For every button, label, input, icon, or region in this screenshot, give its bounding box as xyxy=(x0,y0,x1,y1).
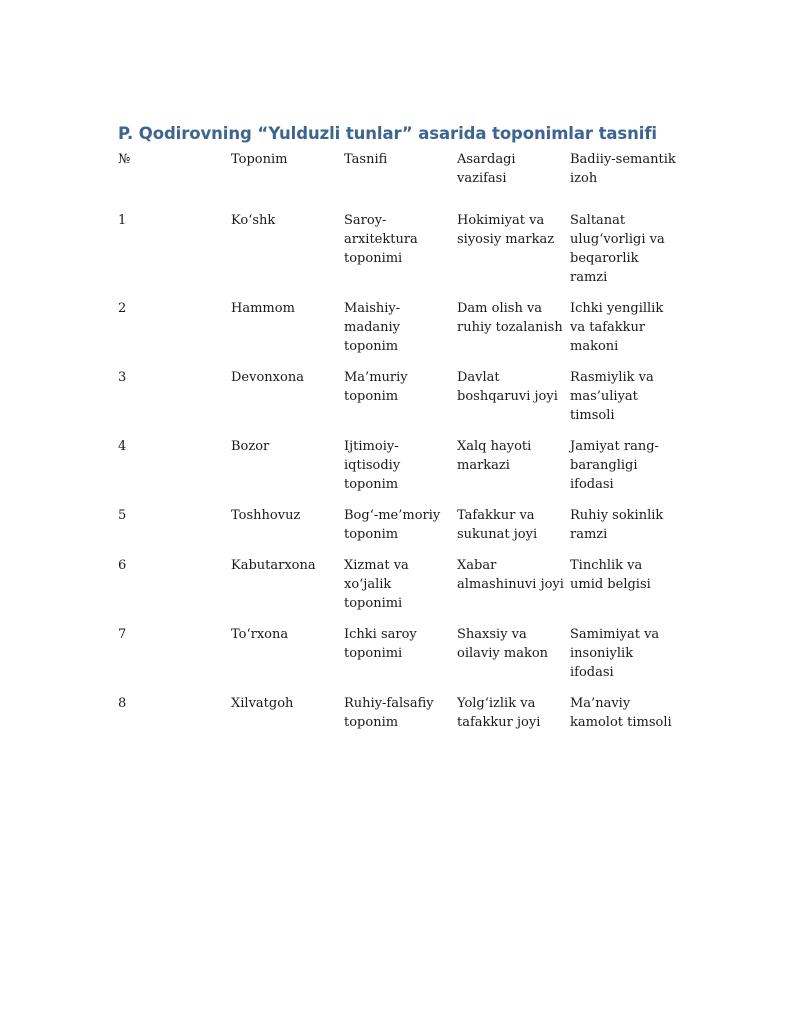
cell-number xyxy=(118,437,231,506)
table-header-row xyxy=(118,150,680,211)
table-row xyxy=(118,694,680,744)
cell-classification xyxy=(344,625,457,694)
cell-number xyxy=(118,368,231,437)
cell-semantic-note xyxy=(570,506,680,556)
cell-number xyxy=(118,556,231,625)
table-row xyxy=(118,625,680,694)
cell-classification-text: Ijtimoiy-iqtisodiy toponim xyxy=(344,439,401,492)
cell-number xyxy=(118,694,231,744)
cell-function xyxy=(457,368,570,437)
cell-function xyxy=(457,694,570,744)
cell-toponym xyxy=(231,625,344,694)
header-semantic-note-label: Badiiy-semantik izoh xyxy=(570,152,676,186)
cell-function-text: Davlat boshqaruvi joyi xyxy=(457,370,558,404)
cell-semantic-note-text: Ma’naviy kamolot timsoli xyxy=(570,696,672,730)
cell-toponym xyxy=(231,437,344,506)
cell-function-text: Xalq hayoti markazi xyxy=(457,439,532,473)
cell-toponym-text: Toshhovuz xyxy=(231,508,301,523)
cell-toponym xyxy=(231,556,344,625)
cell-function-text: Yolg‘izlik va tafakkur joyi xyxy=(457,696,541,730)
cell-classification-text: Maishiy-madaniy toponim xyxy=(344,301,401,354)
cell-classification-text: Ichki saroy toponimi xyxy=(344,627,417,661)
cell-semantic-note xyxy=(570,437,680,506)
cell-number-text: 3 xyxy=(118,370,127,385)
cell-number-text: 6 xyxy=(118,558,127,573)
cell-classification xyxy=(344,368,457,437)
header-toponym xyxy=(231,150,344,211)
cell-toponym-text: Hammom xyxy=(231,301,295,316)
cell-classification xyxy=(344,506,457,556)
cell-function xyxy=(457,299,570,368)
cell-semantic-note xyxy=(570,556,680,625)
cell-toponym-text: Bozor xyxy=(231,439,270,454)
cell-number xyxy=(118,211,231,299)
cell-classification-text: Saroy-arxitektura toponimi xyxy=(344,213,418,266)
cell-number xyxy=(118,506,231,556)
cell-semantic-note-text: Rasmiylik va mas’uliyat timsoli xyxy=(570,370,654,423)
cell-classification xyxy=(344,437,457,506)
cell-classification-text: Bog‘-me’moriy toponim xyxy=(344,508,441,542)
cell-function-text: Hokimiyat va siyosiy markaz xyxy=(457,213,555,247)
cell-classification xyxy=(344,211,457,299)
cell-toponym-text: Ko‘shk xyxy=(231,213,276,228)
cell-toponym xyxy=(231,211,344,299)
cell-semantic-note-text: Ruhiy sokinlik ramzi xyxy=(570,508,664,542)
cell-function xyxy=(457,556,570,625)
cell-toponym xyxy=(231,299,344,368)
header-classification-label: Tasnifi xyxy=(344,152,388,167)
cell-toponym xyxy=(231,694,344,744)
table-row xyxy=(118,506,680,556)
header-function xyxy=(457,150,570,211)
toponym-table xyxy=(118,150,680,744)
header-number-label: № xyxy=(118,152,131,167)
cell-function xyxy=(457,437,570,506)
cell-function-text: Tafakkur va sukunat joyi xyxy=(457,508,538,542)
table-row xyxy=(118,556,680,625)
cell-function xyxy=(457,506,570,556)
cell-number-text: 2 xyxy=(118,301,127,316)
header-toponym-label: Toponim xyxy=(231,152,288,167)
cell-semantic-note-text: Saltanat ulug‘vorligi va beqarorlik ramzi xyxy=(570,213,665,285)
cell-semantic-note xyxy=(570,299,680,368)
cell-classification xyxy=(344,556,457,625)
cell-semantic-note-text: Samimiyat va insoniylik ifodasi xyxy=(570,627,660,680)
cell-semantic-note xyxy=(570,368,680,437)
cell-semantic-note xyxy=(570,211,680,299)
cell-number-text: 1 xyxy=(118,213,127,228)
cell-toponym-text: To‘rxona xyxy=(231,627,289,642)
table-row xyxy=(118,211,680,299)
cell-number xyxy=(118,299,231,368)
header-classification xyxy=(344,150,457,211)
cell-semantic-note-text: Jamiyat rang-barangligi ifodasi xyxy=(570,439,659,492)
header-semantic-note xyxy=(570,150,680,211)
cell-function xyxy=(457,625,570,694)
cell-classification-text: Xizmat va xo‘jalik toponimi xyxy=(344,558,409,611)
cell-function-text: Xabar almashinuvi joyi xyxy=(457,558,564,592)
cell-number-text: 4 xyxy=(118,439,127,454)
header-number xyxy=(118,150,231,211)
cell-classification-text: Ruhiy-falsafiy toponim xyxy=(344,696,434,730)
cell-function xyxy=(457,211,570,299)
document-title: P. Qodirovning “Yulduzli tunlar” asarida toponimlar tasnifi xyxy=(118,124,657,143)
cell-toponym-text: Devonxona xyxy=(231,370,304,385)
cell-toponym xyxy=(231,368,344,437)
cell-toponym xyxy=(231,506,344,556)
cell-classification xyxy=(344,299,457,368)
cell-semantic-note-text: Tinchlik va umid belgisi xyxy=(570,558,651,592)
table-row xyxy=(118,437,680,506)
cell-classification-text: Ma’muriy toponim xyxy=(344,370,408,404)
cell-number-text: 5 xyxy=(118,508,127,523)
table-row xyxy=(118,368,680,437)
cell-function-text: Shaxsiy va oilaviy makon xyxy=(457,627,549,661)
cell-number xyxy=(118,625,231,694)
cell-function-text: Dam olish va ruhiy tozalanish xyxy=(457,301,563,335)
header-function-label: Asardagi vazifasi xyxy=(457,152,516,186)
cell-semantic-note xyxy=(570,625,680,694)
cell-semantic-note xyxy=(570,694,680,744)
table-row xyxy=(118,299,680,368)
cell-toponym-text: Xilvatgoh xyxy=(231,696,294,711)
cell-number-text: 8 xyxy=(118,696,127,711)
cell-classification xyxy=(344,694,457,744)
cell-semantic-note-text: Ichki yengillik va tafakkur makoni xyxy=(570,301,664,354)
cell-number-text: 7 xyxy=(118,627,127,642)
cell-toponym-text: Kabutarxona xyxy=(231,558,316,573)
